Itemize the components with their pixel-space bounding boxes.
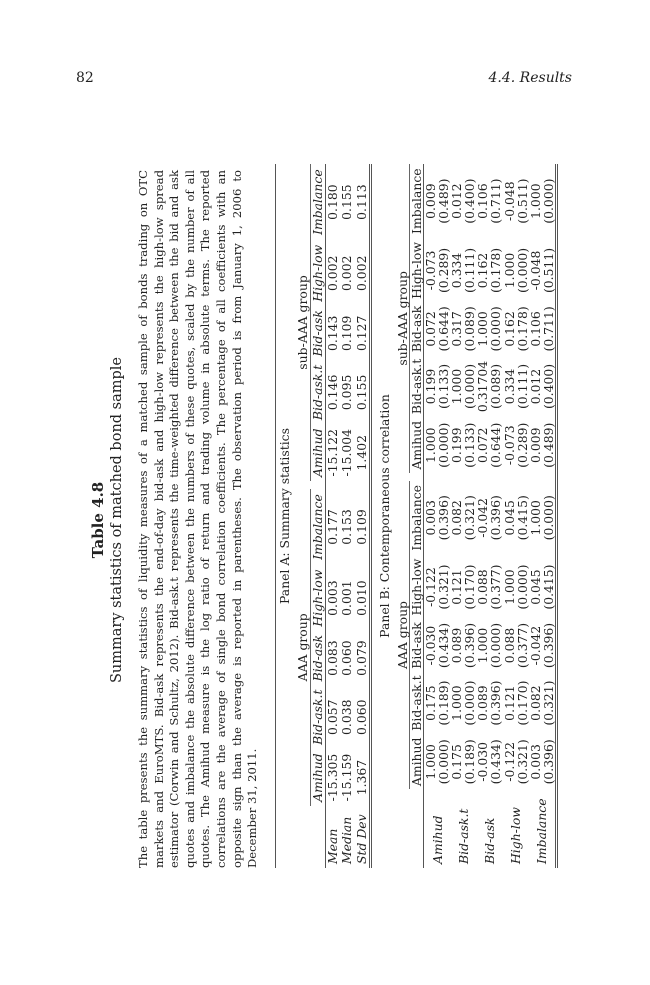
table-cell: 0.109 [355, 489, 371, 565]
table-cell-paren: (0.396) [542, 734, 557, 789]
table-cell-paren: (0.396) [462, 622, 478, 669]
table-cell-paren: (0.133) [462, 422, 478, 468]
table-cell-paren: (0.396) [436, 495, 452, 541]
table-cell: 0.334 [449, 252, 465, 289]
table-cell: 0.010 [355, 565, 371, 631]
table-cell: 1.000 [449, 685, 465, 721]
table-cell-paren: (0.396) [488, 495, 504, 541]
table-cell-paren: (0.000) [542, 481, 557, 555]
column-header: Bid-ask.t [310, 685, 325, 749]
table-cell-paren: (0.400) [462, 178, 478, 224]
table-cell: 0.199 [422, 368, 438, 405]
column-header: Bid-ask [310, 306, 325, 360]
table-cell-paren: (0.170) [462, 564, 478, 610]
table-cell: -0.048 [527, 250, 543, 291]
table-cell: 0.155 [339, 184, 355, 220]
table-cell: 0.31704 [475, 360, 491, 413]
table-row [326, 164, 341, 868]
table-cell-paren: (0.321) [462, 495, 478, 541]
column-gap [423, 473, 437, 481]
table-cell: 1.000 [527, 183, 543, 219]
column-header: Imbalance [310, 164, 325, 240]
table-cell-paren: (0.000) [462, 363, 478, 410]
table-cell: 0.121 [501, 685, 517, 721]
table-cell: 0.109 [339, 315, 355, 352]
column-header: Amihud [310, 749, 325, 805]
table-cell: 0.162 [501, 311, 517, 347]
table-cell-paren: (0.711) [542, 303, 557, 356]
table-cell: 0.072 [475, 427, 491, 463]
row-label: Bid-ask [481, 817, 497, 864]
table-cell-paren: (0.000) [436, 739, 452, 785]
table-row [340, 164, 354, 868]
table-cell-paren: (0.289) [514, 422, 530, 468]
table-cell: -0.073 [501, 425, 517, 466]
column-gap [529, 473, 542, 481]
column-header: Amihud [409, 418, 423, 473]
column-gap [437, 473, 450, 481]
table-cell: 0.175 [422, 685, 438, 721]
table-cell: 0.057 [325, 699, 341, 735]
table-cell-paren: (0.000) [462, 680, 478, 726]
table-cell-paren: (0.089) [488, 363, 504, 410]
column-gap [409, 473, 423, 481]
table-cell-paren: (0.321) [514, 739, 530, 785]
table-cell-paren: (0.711) [488, 178, 504, 224]
column-header: Bid-ask.t [310, 360, 325, 424]
table-cell: 0.177 [325, 509, 341, 545]
rotated-table-page [81, 120, 581, 920]
panel-a-table [294, 164, 372, 868]
column-gap [326, 481, 341, 489]
table-cell-paren: (0.178) [514, 306, 530, 352]
table-cell-paren: (0.377) [514, 622, 530, 669]
table-number: Table 4.8 [89, 481, 107, 559]
table-cell-paren: (0.396) [542, 619, 557, 672]
table-cell: 0.002 [355, 240, 371, 306]
table-cell-paren: (0.644) [436, 306, 452, 352]
column-header: High-low [310, 565, 325, 631]
table-cell: 0.088 [475, 569, 491, 605]
table-cell-paren: (0.489) [436, 178, 452, 224]
table-cell: 0.002 [325, 255, 341, 292]
table-cell: 0.155 [355, 360, 371, 424]
table-cell: 1.000 [501, 252, 517, 289]
table-cell-paren: (0.089) [462, 306, 478, 352]
column-gap [340, 481, 354, 489]
table-row [355, 164, 371, 868]
table-cell-paren: (0.111) [462, 247, 478, 294]
table-cell: 0.162 [475, 252, 491, 289]
panel-b-title: Panel B: Contemporaneous correlation [376, 394, 392, 638]
table-cell-paren: (0.321) [436, 564, 452, 610]
table-row [503, 164, 516, 868]
table-cell: 0.060 [339, 640, 355, 676]
table-cell: 1.000 [422, 427, 438, 463]
table-cell: 1.000 [422, 744, 438, 780]
table-cell: 0.045 [527, 569, 543, 605]
table-cell: -15.122 [325, 428, 341, 477]
table-cell-paren: (0.000) [488, 306, 504, 352]
table-cell: 0.121 [449, 569, 465, 605]
table-row-parenthesis [489, 164, 502, 868]
table-cell: 0.009 [527, 427, 543, 463]
group-header: AAA group [394, 481, 410, 790]
group-header: sub-AAA group [294, 164, 311, 481]
table-cell-paren: (0.434) [488, 739, 504, 785]
table-cell-paren: (0.000) [488, 622, 504, 669]
table-cell: -0.042 [527, 625, 543, 666]
table-cell: 0.127 [355, 306, 371, 360]
row-header-spacer [409, 789, 423, 868]
column-gap [503, 473, 516, 481]
table-cell-paren: (0.111) [514, 363, 530, 410]
table-cell: 0.113 [355, 164, 371, 240]
table-cell: 0.038 [339, 699, 355, 735]
table-container [275, 164, 558, 868]
table-cell: 1.000 [475, 311, 491, 347]
table-cell-paren: (0.170) [514, 680, 530, 726]
table-cell: -0.122 [422, 567, 438, 607]
table-cell-paren: (0.644) [488, 422, 504, 468]
table-cell-paren: (0.511) [514, 178, 530, 224]
table-caption: The table presents the summary statistics of liquidity measures of a matched sample of bonds trading on OTC markets and EuroMTS. Bid-ask represents the end-of-day bid-ask and high-low represents the high-low spread estimator (Corwin and Schultz, 2012). Bid-ask.t represents the time-weighted difference between the bid and ask quotes and imbalance the absolute difference between the numbers of these quotes, scaled by the number of all quotes. The Amihud measure is the log ratio of return and trading volume in absolute terms. The reported correlations are the average of single bond correlation coefficients. The percentage of all coefficients with an opposite sign than the average is reported in parentheses. The observation period is from January 1, 2006 to December 31, 2011. [136, 170, 260, 868]
table-cell: 0.146 [325, 374, 341, 411]
table-title: Summary statistics of matched bond sample [109, 356, 125, 684]
table-cell: 1.402 [355, 425, 371, 481]
table-cell: 1.000 [449, 368, 465, 405]
panel-b-table [394, 164, 558, 868]
column-gap [463, 473, 476, 481]
table-cell: 0.012 [527, 368, 543, 405]
table-cell: -15.305 [325, 753, 341, 802]
row-label: Amihud [429, 815, 445, 864]
table-cell-paren: (0.415) [514, 495, 530, 541]
column-gap [310, 481, 325, 489]
table-cell: 0.089 [475, 685, 491, 721]
column-gap [516, 473, 529, 481]
table-cell: 0.083 [325, 640, 341, 676]
table-cell-paren: (0.511) [542, 238, 557, 302]
table-cell: 0.079 [355, 631, 371, 685]
row-label: High-low [508, 807, 524, 864]
column-header: Imbalance [409, 164, 423, 238]
table-cell: 0.082 [449, 500, 465, 536]
column-header: Bid-ask [310, 631, 325, 685]
table-row [423, 164, 437, 868]
column-header: High-low [409, 238, 423, 302]
column-gap [542, 473, 557, 481]
column-header: Amihud [409, 734, 423, 789]
table-row-parenthesis [516, 164, 529, 868]
table-cell: 0.095 [339, 374, 355, 411]
table-cell: 0.003 [527, 744, 543, 780]
table-cell: 1.000 [527, 500, 543, 536]
column-header: Imbalance [310, 489, 325, 565]
table-cell-paren: (0.377) [488, 564, 504, 610]
row-label: Median [339, 816, 355, 864]
table-cell: 0.003 [325, 580, 341, 616]
table-row-parenthesis [542, 164, 557, 868]
table-cell: -0.030 [475, 742, 491, 782]
table-cell: 1.000 [501, 569, 517, 605]
group-header: sub-AAA group [394, 164, 410, 473]
column-header: Amihud [310, 425, 325, 481]
table-cell: 0.334 [501, 368, 517, 405]
table-cell-paren: (0.178) [488, 247, 504, 294]
section-header: 4.4. Results [488, 70, 572, 86]
table-row [529, 164, 542, 868]
row-header-spacer [294, 806, 311, 868]
column-gap [294, 481, 311, 489]
table-cell: 0.143 [325, 315, 341, 352]
column-gap [394, 473, 410, 481]
table-cell: 0.317 [449, 311, 465, 347]
row-label: Std Dev [355, 806, 371, 868]
column-header: High-low [310, 240, 325, 306]
table-cell: 0.060 [355, 685, 371, 749]
table-cell-paren: (0.000) [514, 247, 530, 294]
table-cell-paren: (0.000) [514, 564, 530, 610]
row-label: Mean [325, 828, 341, 864]
table-cell: 0.106 [527, 311, 543, 347]
table-cell-paren: (0.000) [436, 422, 452, 468]
table-cell-paren: (0.400) [542, 355, 557, 418]
table-cell: 0.001 [339, 580, 355, 616]
table-cell: 0.003 [422, 500, 438, 536]
table-cell-paren: (0.396) [488, 680, 504, 726]
row-header-spacer [310, 806, 325, 868]
panel-a-title: Panel A: Summary statistics [276, 428, 292, 604]
table-cell: 0.106 [475, 183, 491, 219]
table-cell: -0.122 [501, 742, 517, 782]
column-gap [355, 481, 371, 489]
table-cell-paren: (0.489) [542, 418, 557, 473]
table-cell: 0.082 [527, 685, 543, 721]
table-cell: -0.073 [422, 250, 438, 291]
row-label: Bid-ask.t [455, 808, 471, 864]
column-gap [450, 473, 463, 481]
row-label: Imbalance [529, 789, 557, 868]
column-header: Imbalance [409, 481, 423, 555]
table-cell: -0.048 [501, 181, 517, 221]
table-cell-paren: (0.321) [542, 672, 557, 735]
table-cell: -15.004 [339, 428, 355, 477]
table-cell: -0.042 [475, 497, 491, 538]
table-cell-paren: (0.133) [436, 363, 452, 410]
group-header: AAA group [294, 489, 311, 806]
table-cell: 0.199 [449, 427, 465, 463]
table-cell: 0.175 [449, 744, 465, 780]
column-header: Bid-ask [409, 619, 423, 672]
table-cell: 1.367 [355, 749, 371, 805]
row-header-spacer [394, 789, 410, 868]
table-cell: 0.180 [325, 184, 341, 220]
column-header: High-low [409, 555, 423, 619]
table-cell-paren: (0.289) [436, 247, 452, 294]
column-header: Bid-ask.t [409, 672, 423, 735]
column-header: Bid-ask [409, 303, 423, 356]
column-header: Bid-ask.t [409, 355, 423, 418]
table-cell: 0.045 [501, 500, 517, 536]
table-cell-paren: (0.434) [436, 622, 452, 669]
table-cell: -15.159 [339, 753, 355, 802]
table-cell-paren: (0.415) [542, 555, 557, 619]
page-number: 82 [76, 70, 94, 86]
table-cell: 0.088 [501, 627, 517, 664]
table-cell-paren: (0.189) [436, 680, 452, 726]
table-cell: -0.030 [422, 625, 438, 666]
table-cell: 0.009 [422, 183, 438, 219]
column-gap [489, 473, 502, 481]
table-cell: 0.012 [449, 183, 465, 219]
table-cell-paren: (0.189) [462, 739, 478, 785]
table-cell: 0.002 [339, 255, 355, 292]
table-cell: 0.072 [422, 311, 438, 347]
table-cell: 0.153 [339, 509, 355, 545]
column-gap [476, 473, 489, 481]
table-cell: 0.089 [449, 627, 465, 664]
table-cell: 1.000 [475, 627, 491, 664]
table-cell-paren: (0.000) [542, 164, 557, 238]
